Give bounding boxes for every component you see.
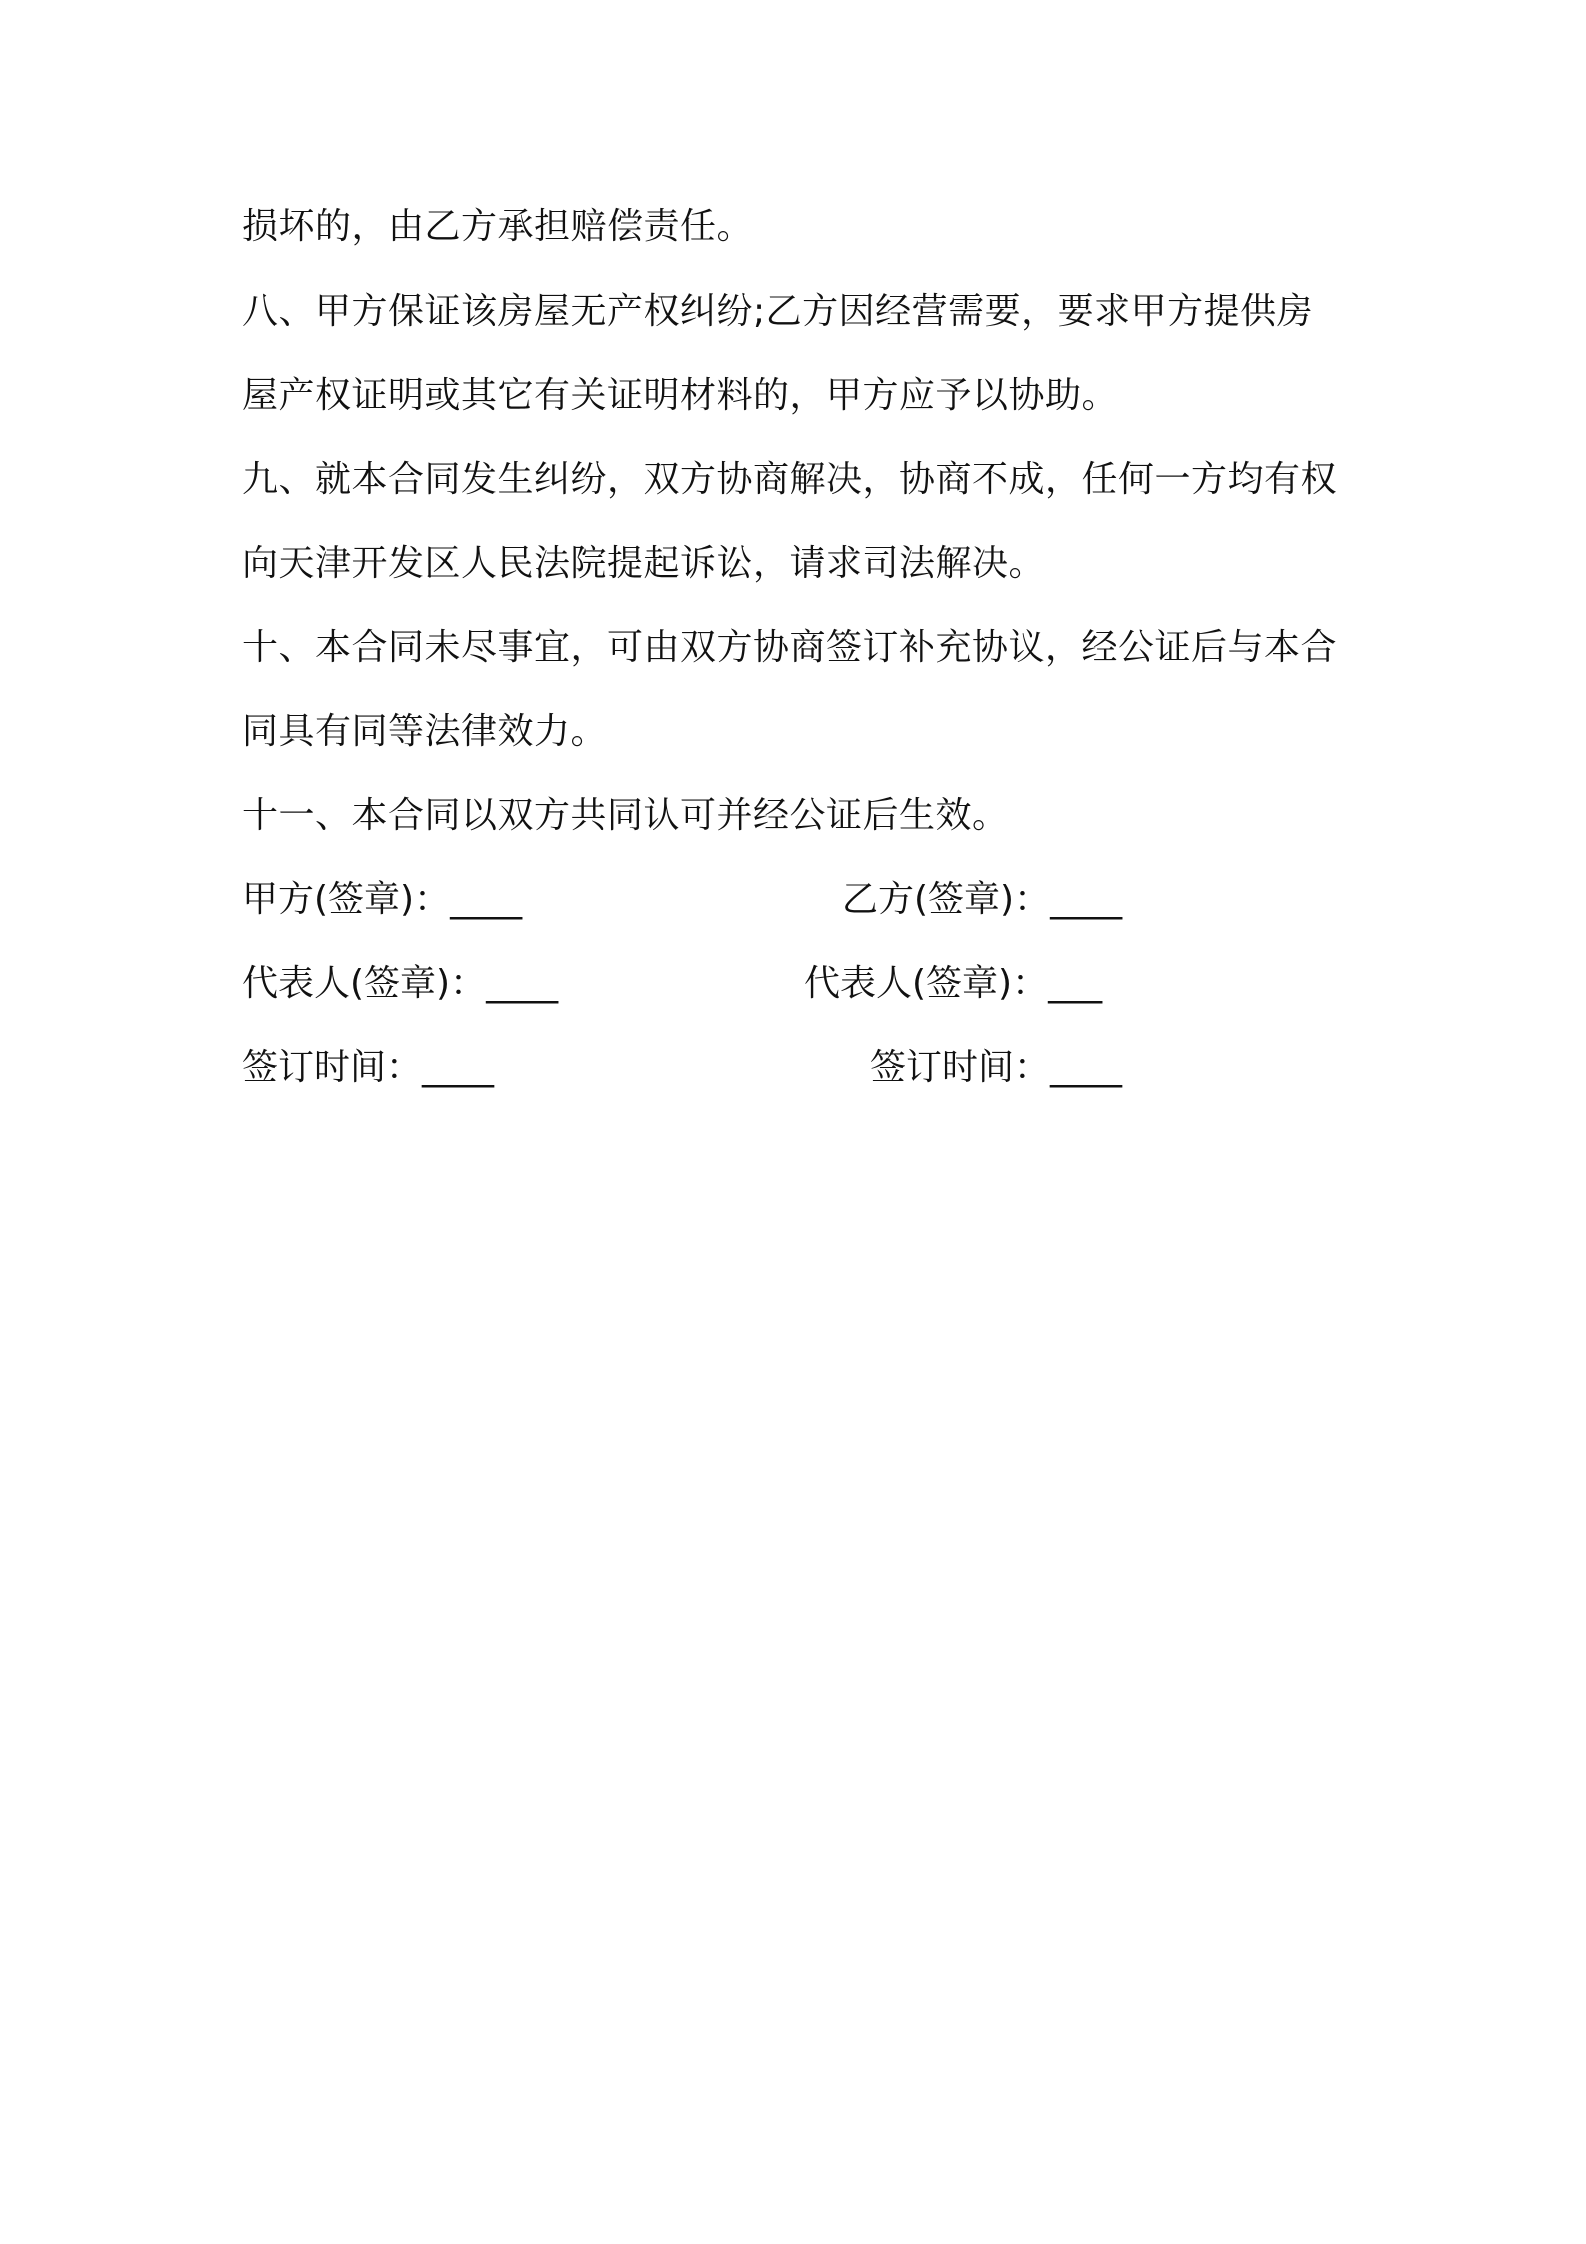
date-b-blank: ____ [1050,1047,1123,1088]
paragraph-line: 八、甲方保证该房屋无产权纠纷;乙方因经营需要，要求甲方提供房 [242,291,1314,332]
representative-a-label: 代表人(签章)： [242,963,487,1004]
paragraph-line: 十、本合同未尽事宜，可由双方协商签订补充协议，经公证后与本合 [242,627,1338,668]
paragraph-line: 向天津开发区人民法院提起诉讼，请求司法解决。 [242,543,1046,584]
party-b-blank: ____ [1050,879,1123,920]
representative-b-blank: ___ [1048,963,1103,1004]
date-a-signature [242,1046,494,1090]
party-a-label: 甲方(签章)： [242,879,451,920]
paragraph-line: 十一、本合同以双方共同认可并经公证后生效。 [242,795,1009,836]
paragraph-line: 同具有同等法律效力。 [242,711,608,752]
paragraph-line: 九、就本合同发生纠纷，双方协商解决，协商不成，任何一方均有权 [242,459,1338,500]
representative-a-blank: ____ [486,963,559,1004]
paragraph-line: 屋产权证明或其它有关证明材料的，甲方应予以协助。 [242,375,1119,416]
date-b-label: 签订时间： [870,1047,1051,1088]
paragraph-line: 损坏的，由乙方承担赔偿责任。 [242,206,754,247]
representative-a-signature [242,962,558,1006]
party-a-blank: ____ [450,879,523,920]
party-a-signature [242,878,522,922]
party-b-signature [842,878,1122,922]
date-b-signature [870,1046,1122,1090]
party-b-label: 乙方(签章)： [842,879,1051,920]
date-a-label: 签订时间： [242,1047,423,1088]
representative-b-label: 代表人(签章)： [804,963,1049,1004]
date-a-blank: ____ [422,1047,495,1088]
representative-b-signature [804,962,1102,1006]
